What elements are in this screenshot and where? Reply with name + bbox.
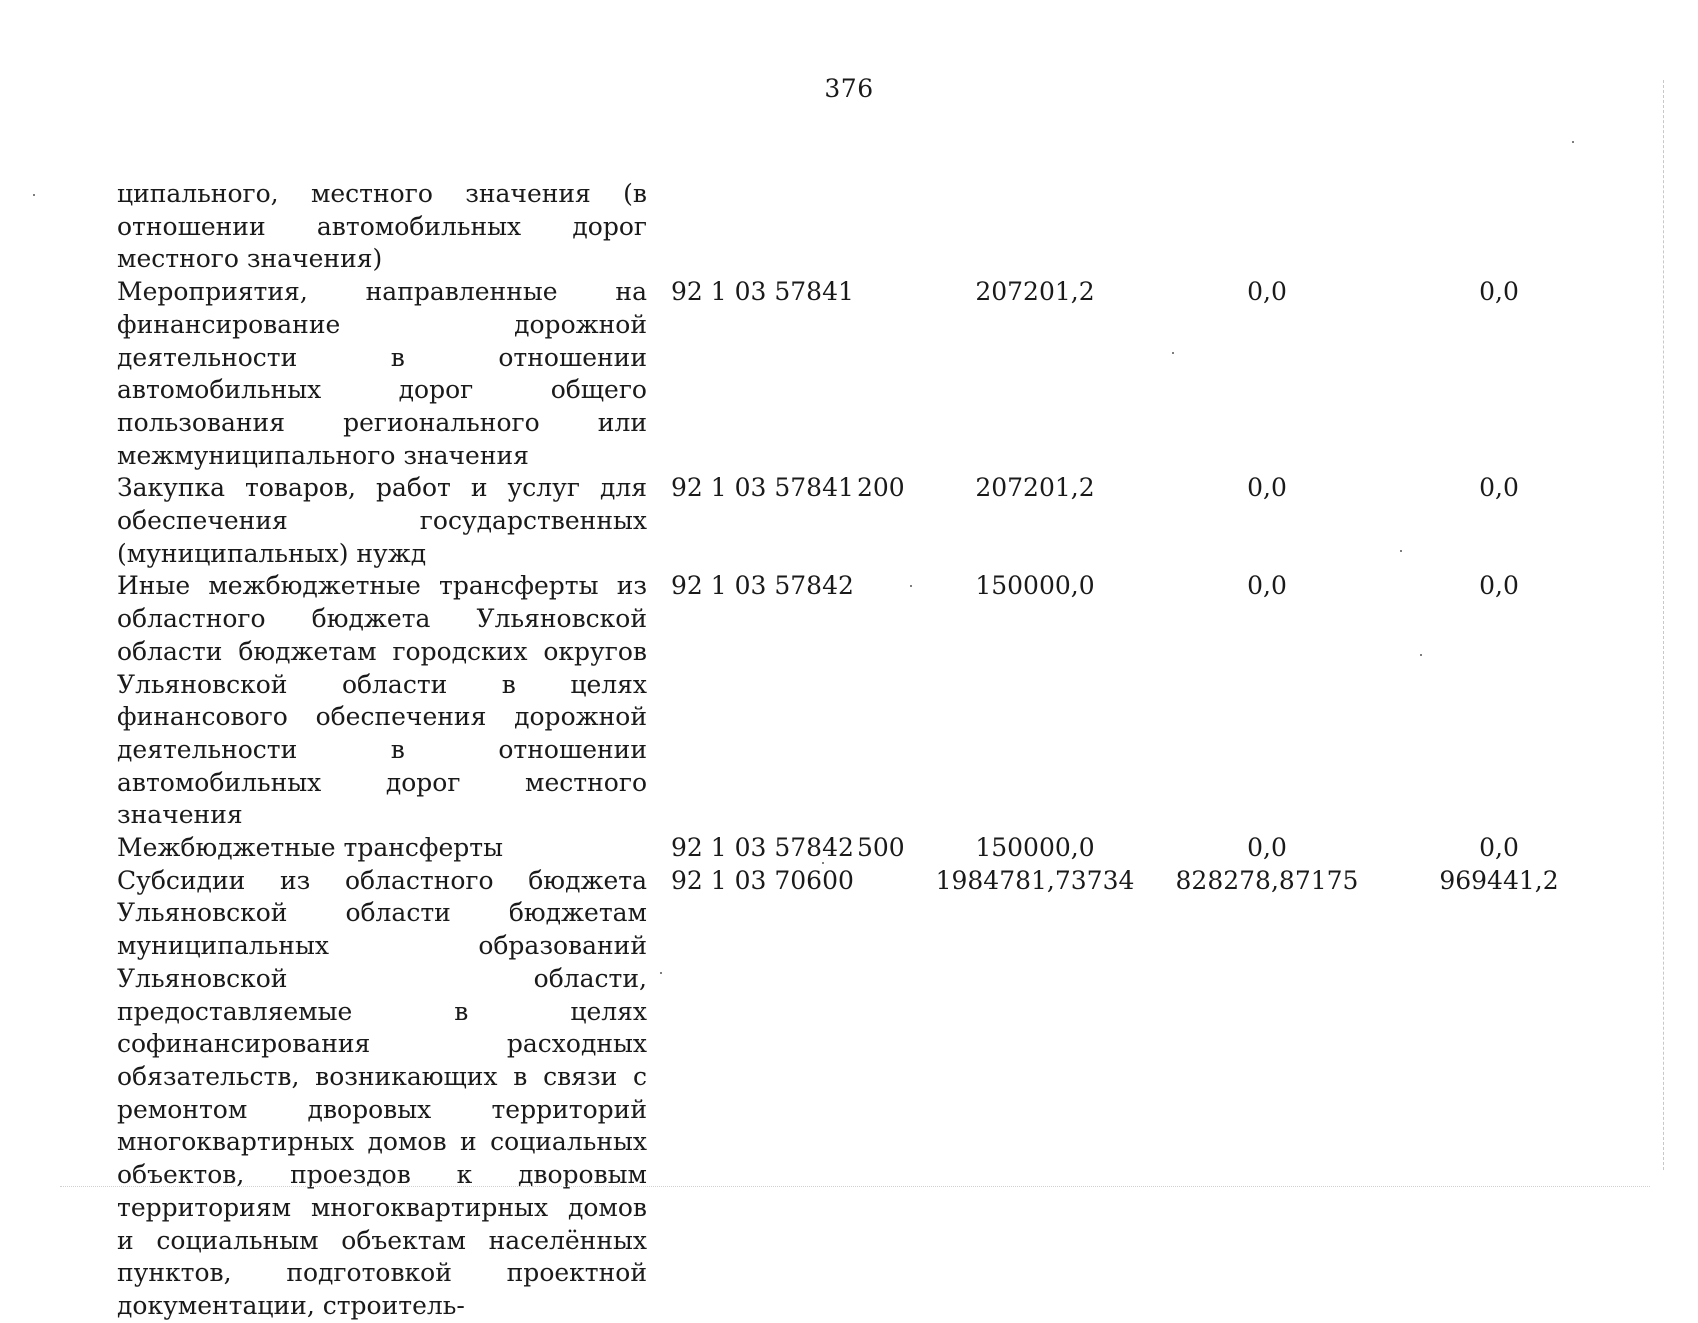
row-amount-1: 207201,2 [975, 277, 1095, 307]
row-target-code: 92 1 03 57841 [671, 473, 854, 503]
row-amount-1: 150000,0 [975, 833, 1095, 863]
table-row [117, 276, 1615, 472]
table-row [117, 832, 1615, 865]
scan-speck [1172, 352, 1174, 354]
row-expense-type [857, 178, 919, 276]
row-amount-3: 0,0 [1479, 571, 1519, 601]
row-amount-2: 0,0 [1247, 277, 1287, 307]
scan-speck [822, 862, 824, 864]
row-amount-3: 0,0 [1479, 473, 1519, 503]
row-amount-1: 1984781,73734 [935, 865, 1135, 895]
table-row [117, 178, 1615, 276]
row-description: Субсидии из областного бюджета Ульяновской области бюджетам муниципальных образований Ульяновской области, предоставляемые в целях софинансирования расходных обязательств, возникающих в связи с ремонтом дворовых территорий многоквартирных домов и социальных объектов, проездов к дворовым территориям многоквартирных домов и социальным объектам населённых пунктов, подготовкой проектной документации, строитель- [117, 865, 647, 1320]
row-expense-type [857, 570, 919, 832]
row-amount-2: 828278,87175 [1175, 865, 1359, 895]
row-target-code [647, 178, 857, 276]
row-expense-type: 500 [857, 833, 905, 863]
page-number: 376 [824, 74, 874, 103]
row-amount-3: 0,0 [1479, 277, 1519, 307]
row-amount-1 [919, 178, 1151, 276]
row-target-code: 92 1 03 57842 [671, 571, 854, 601]
row-expense-type [857, 865, 919, 1323]
row-amount-2 [1151, 178, 1383, 276]
table-row [117, 865, 1615, 1323]
row-expense-type [857, 276, 919, 472]
row-amount-1: 207201,2 [975, 473, 1095, 503]
row-expense-type: 200 [857, 473, 905, 503]
scan-speck [1572, 141, 1574, 143]
row-description: Закупка товаров, работ и услуг для обеспечения государственных (муниципальных) нужд [117, 473, 647, 568]
row-amount-2: 0,0 [1247, 473, 1287, 503]
row-description: Межбюджетные трансферты [117, 833, 504, 863]
row-description: Иные межбюджетные трансферты из областного бюджета Ульяновской области бюджетам городских округов Ульяновской области в целях финансового обеспечения дорожной деятельности в отношении автомобильных дорог местного значения [117, 571, 647, 830]
row-amount-3 [1383, 178, 1615, 276]
table-row [117, 570, 1615, 832]
scan-edge-line [1663, 80, 1664, 1170]
row-amount-2: 0,0 [1247, 571, 1287, 601]
scan-speck [660, 972, 662, 974]
row-target-code: 92 1 03 57842 [671, 833, 854, 863]
row-description: ципального, местного значения (в отношении автомобильных дорог местного значения) [117, 179, 647, 274]
row-amount-1: 150000,0 [975, 571, 1095, 601]
row-target-code: 92 1 03 57841 [671, 277, 854, 307]
scan-speck [910, 585, 912, 587]
row-amount-3: 0,0 [1479, 833, 1519, 863]
row-description: Мероприятия, направленные на финансирование дорожной деятельности в отношении автомобильных дорог общего пользования регионального или межмуниципального значения [117, 277, 647, 470]
scan-speck [1420, 654, 1422, 656]
scan-speck [1400, 550, 1402, 552]
scan-speck [33, 194, 35, 196]
scan-bottom-line [60, 1186, 1650, 1187]
row-amount-2: 0,0 [1247, 833, 1287, 863]
table-row [117, 472, 1615, 570]
row-target-code: 92 1 03 70600 [671, 865, 854, 895]
row-amount-3: 969441,2 [1439, 865, 1559, 895]
budget-table [117, 178, 1615, 1323]
